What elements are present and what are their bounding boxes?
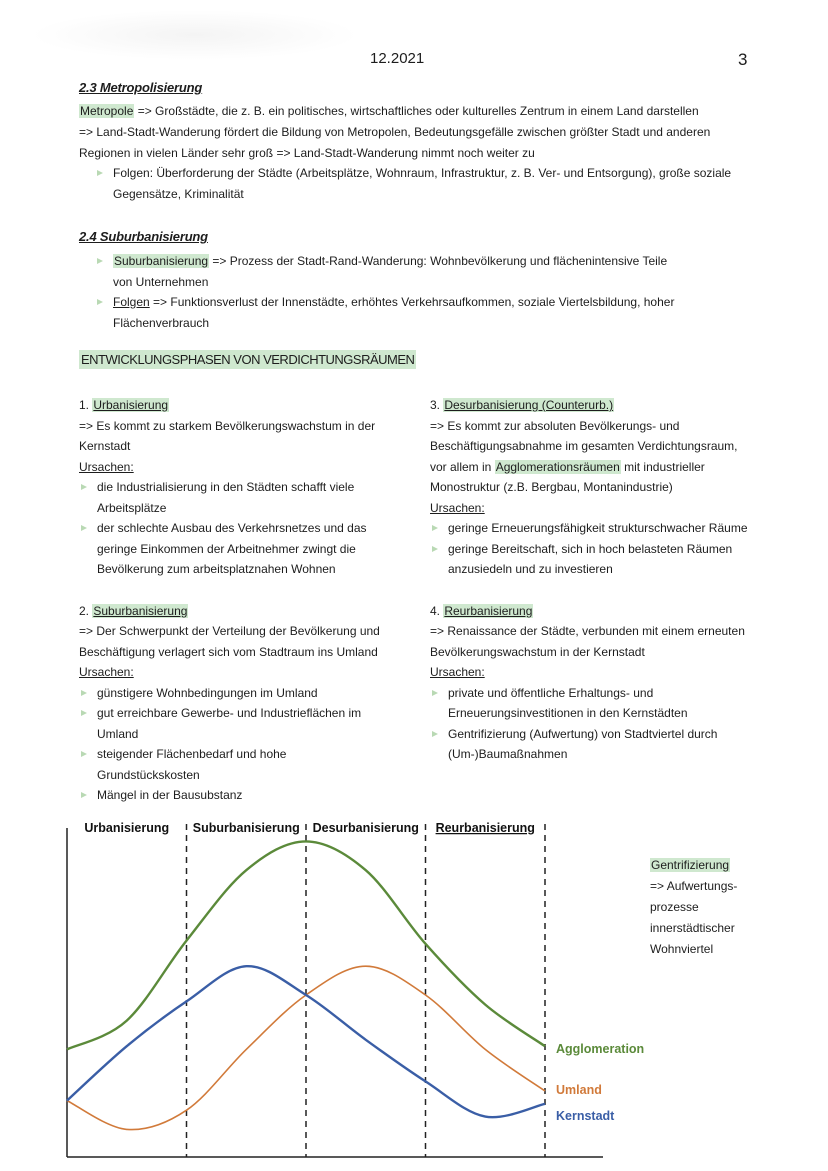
phase-label: Desurbanisierung: [312, 821, 419, 835]
phase-title: [79, 395, 389, 416]
phase-block: [79, 395, 389, 580]
phase-term: Desurbanisierung (Counterurb.): [444, 398, 614, 412]
cause-item: geringe Erneuerungsfähigkeit strukturschwacher Räume: [430, 518, 750, 539]
phase-intro: [79, 416, 389, 457]
page-number: 3: [738, 50, 748, 69]
cause-item: Mängel in der Bausubstanz: [79, 785, 389, 806]
phase-block: [430, 395, 750, 580]
suburbanisierung-bullets: [79, 251, 679, 333]
phase-term: Suburbanisierung: [93, 603, 188, 618]
phase-title: [79, 601, 389, 622]
phase-title: [430, 601, 750, 622]
phase-intro: [79, 621, 389, 662]
cause-item: Gentrifizierung (Aufwertung) von Stadtviertel durch (Um-)Baumaßnahmen: [430, 724, 750, 765]
phases-left-column: [79, 395, 389, 806]
phase-number: 3.: [430, 398, 444, 412]
cause-item: gut erreichbare Gewerbe- und Industrieflächen im Umland: [79, 703, 389, 744]
note-line: innerstädtischer: [650, 921, 735, 935]
term-metropole: Metropole: [80, 104, 134, 118]
causes-label: Ursachen:: [79, 459, 134, 474]
bullet-folgen-metropolisierung: Folgen: Überforderung der Städte (Arbeitsplätze, Wohnraum, Infrastruktur, z. B. Ver- und Entsorgung), große soziale Gegensätze, Kriminalität: [79, 163, 753, 204]
phase-block: [79, 601, 389, 806]
intro-text: => Renaissance der Städte, verbunden mit einem erneuten Bevölkerungswachstum in der Kernstadt: [430, 624, 745, 659]
intro-text: => Der Schwerpunkt der Verteilung der Bevölkerung und Beschäftigung verlagert sich vom Stadtraum ins Umland: [79, 624, 380, 659]
note-line: prozesse: [650, 900, 699, 914]
phase-title: [430, 395, 750, 416]
section-title-suburbanisierung: 2.4 Suburbanisierung: [79, 229, 208, 244]
intro-text: => Es kommt zur absoluten Bevölkerungs- und Beschäftigungsabnahme im gesamten Verdichtungsraum, vor allem in: [430, 418, 738, 474]
series-label: Agglomeration: [556, 1042, 645, 1056]
note-line: => Aufwertungs-: [650, 879, 738, 893]
definition-text: => Großstädte, die z. B. ein politisches, wirtschaftliches oder kulturelles Zentrum in einem Land darstellen: [134, 104, 699, 118]
phase-block: [430, 601, 750, 765]
bullet-term: Suburbanisierung: [114, 254, 209, 268]
intro-highlight: Agglomerationsräumen: [495, 459, 620, 474]
phases-right-column: [430, 395, 750, 765]
cause-item: die Industrialisierung in den Städten schafft viele Arbeitsplätze: [79, 477, 389, 518]
scan-smudge: [30, 10, 360, 60]
section-title-metropolisierung: 2.3 Metropolisierung: [79, 80, 203, 95]
note-line: Wohnviertel: [650, 942, 714, 956]
phase-number: 2.: [79, 603, 93, 618]
bullet-text: => Prozess der Stadt-Rand-Wanderung: Wohnbevölkerung und flächenintensive Teile von Unternehmen: [113, 254, 668, 289]
intro-text: mit industrieller Monostruktur (z.B. Bergbau, Montanindustrie): [430, 459, 705, 494]
intro-text: => Es kommt zu starkem Bevölkerungswachstum in der Kernstadt: [79, 418, 376, 453]
bullet-item: [79, 251, 679, 292]
bullet-item: [79, 292, 679, 333]
phase-label: Urbanisierung: [84, 821, 170, 835]
bullet-text: => Funktionsverlust der Innenstädte, erhöhtes Verkehrsaufkommen, soziale Viertelsbildung, hoher Flächenverbrauch: [113, 295, 675, 330]
phase-intro: [430, 621, 750, 662]
phases-title: [79, 352, 416, 367]
phase-label: Reurbanisierung: [435, 821, 535, 835]
metropole-paragraph: => Land-Stadt-Wanderung fördert die Bildung von Metropolen, Bedeutungsgefälle zwischen größter Stadt und anderen Regionen in vielen Länder sehr groß => Land-Stadt-Wanderung nimmt noch weiter zu: [79, 125, 711, 160]
phase-label: Suburbanisierung: [192, 821, 300, 835]
phase-term: Reurbanisierung: [444, 603, 533, 618]
causes-label: Ursachen:: [430, 500, 485, 515]
series-label: Kernstadt: [556, 1109, 615, 1123]
phase-term: Urbanisierung: [93, 398, 169, 412]
phases-title-text: ENTWICKLUNGSPHASEN VON VERDICHTUNGSRÄUMEN: [81, 352, 415, 367]
gentrification-note: [650, 855, 737, 960]
series-label: Umland: [556, 1083, 602, 1097]
cause-item: private und öffentliche Erhaltungs- und Erneuerungsinvestitionen in den Kernstädten: [430, 683, 750, 724]
cause-item: günstigere Wohnbedingungen im Umland: [79, 683, 389, 704]
series-line-kernstadt: [67, 966, 545, 1117]
causes-label: Ursachen:: [79, 665, 134, 679]
cause-item: der schlechte Ausbau des Verkehrsnetzes und das geringe Einkommen der Arbeitnehmer zwingt die Bevölkerung zum arbeitsplatznahen Wohnen: [79, 518, 389, 580]
date: 12.2021: [370, 50, 425, 67]
causes-label: Ursachen:: [430, 665, 485, 679]
cause-item: steigender Flächenbedarf und hohe Grundstückskosten: [79, 744, 389, 785]
metropole-definition: [79, 101, 759, 122]
phase-number: 4.: [430, 603, 444, 618]
note-term: Gentrifizierung: [651, 858, 730, 872]
phase-intro: [430, 416, 750, 498]
phase-number: 1.: [79, 398, 93, 412]
cause-item: geringe Bereitschaft, sich in hoch belasteten Räumen anzusiedeln und zu investieren: [430, 539, 750, 580]
bullet-term: Folgen: [113, 295, 150, 309]
